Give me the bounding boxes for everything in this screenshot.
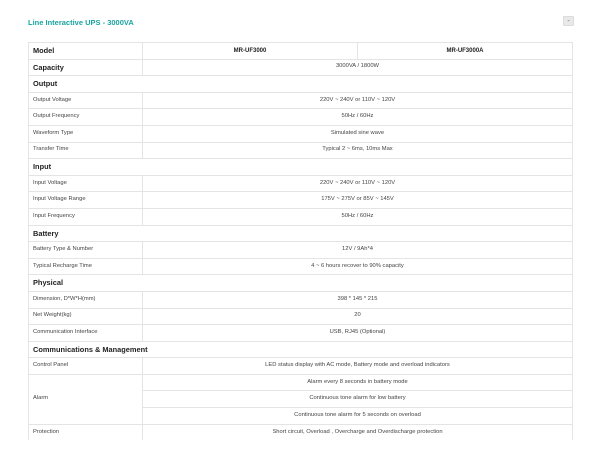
section-row-communications	[29, 341, 573, 358]
row-label: Net Weight(kg)	[29, 308, 143, 325]
table-row	[29, 258, 573, 275]
table-row	[29, 242, 573, 259]
row-label: Capacity	[29, 59, 143, 76]
row-label: Input Voltage	[29, 175, 143, 192]
row-value: 220V ~ 240V or 110V ~ 120V	[143, 92, 573, 109]
section-row-input	[29, 159, 573, 176]
row-label: Communication Interface	[29, 325, 143, 342]
row-value: LED status display with AC mode, Battery mode and overload indicators	[143, 358, 573, 375]
table-row	[29, 424, 573, 441]
section-heading: Communications & Management	[29, 341, 573, 358]
row-value: 220V ~ 240V or 110V ~ 120V	[143, 175, 573, 192]
section-heading: Physical	[29, 275, 573, 292]
table-row	[29, 208, 573, 225]
table-row	[29, 308, 573, 325]
row-value: Simulated sine wave	[143, 125, 573, 142]
spec-table	[28, 42, 573, 441]
table-row	[29, 325, 573, 342]
table-row	[29, 291, 573, 308]
row-label: Alarm	[29, 374, 143, 424]
row-label: Model	[29, 43, 143, 60]
row-value: 398 * 145 * 215	[143, 291, 573, 308]
row-value: 175V ~ 275V or 85V ~ 145V	[143, 192, 573, 209]
row-value: Continuous tone alarm for 5 seconds on overload	[143, 408, 573, 425]
table-row	[29, 92, 573, 109]
section-title: Line Interactive UPS - 3000VA	[28, 18, 134, 27]
row-value: Alarm every 8 seconds in battery mode	[143, 374, 573, 391]
table-row-model	[29, 43, 573, 60]
row-label: Input Frequency	[29, 208, 143, 225]
table-row	[29, 142, 573, 159]
table-row-capacity	[29, 59, 573, 76]
model-name-1: MR-UF3000	[143, 43, 358, 60]
row-label: Input Voltage Range	[29, 192, 143, 209]
section-heading: Input	[29, 159, 573, 176]
row-value: Continuous tone alarm for low battery	[143, 391, 573, 408]
row-label: Control Panel	[29, 358, 143, 375]
collapse-button[interactable]: -	[563, 16, 574, 26]
row-value: 50Hz / 60Hz	[143, 109, 573, 126]
table-row	[29, 175, 573, 192]
section-row-output	[29, 76, 573, 93]
row-label: Typical Recharge Time	[29, 258, 143, 275]
row-label: Output Voltage	[29, 92, 143, 109]
section-heading: Battery	[29, 225, 573, 242]
row-value: 20	[143, 308, 573, 325]
row-label: Transfer Time	[29, 142, 143, 159]
section-heading: Output	[29, 76, 573, 93]
row-label: Output Frequency	[29, 109, 143, 126]
row-value: 4 ~ 6 hours recover to 90% capacity	[143, 258, 573, 275]
row-value: Short circuit, Overload , Overcharge and Overdischarge protection	[143, 424, 573, 441]
row-label: Dimension, D*W*H(mm)	[29, 291, 143, 308]
section-row-battery	[29, 225, 573, 242]
row-label: Protection	[29, 424, 143, 441]
row-value: USB, RJ45 (Optional)	[143, 325, 573, 342]
section-row-physical	[29, 275, 573, 292]
page-bottom-mask	[0, 440, 600, 458]
section-header	[28, 14, 574, 32]
model-name-2: MR-UF3000A	[358, 43, 573, 60]
table-row	[29, 374, 573, 391]
row-value: Typical 2 ~ 6ms, 10ms Max	[143, 142, 573, 159]
table-row	[29, 125, 573, 142]
row-value: 50Hz / 60Hz	[143, 208, 573, 225]
row-value: 12V / 9Ah*4	[143, 242, 573, 259]
table-row	[29, 192, 573, 209]
table-row	[29, 358, 573, 375]
row-label: Battery Type & Number	[29, 242, 143, 259]
table-row	[29, 109, 573, 126]
row-value: 3000VA / 1800W	[143, 59, 573, 76]
row-label: Waveform Type	[29, 125, 143, 142]
